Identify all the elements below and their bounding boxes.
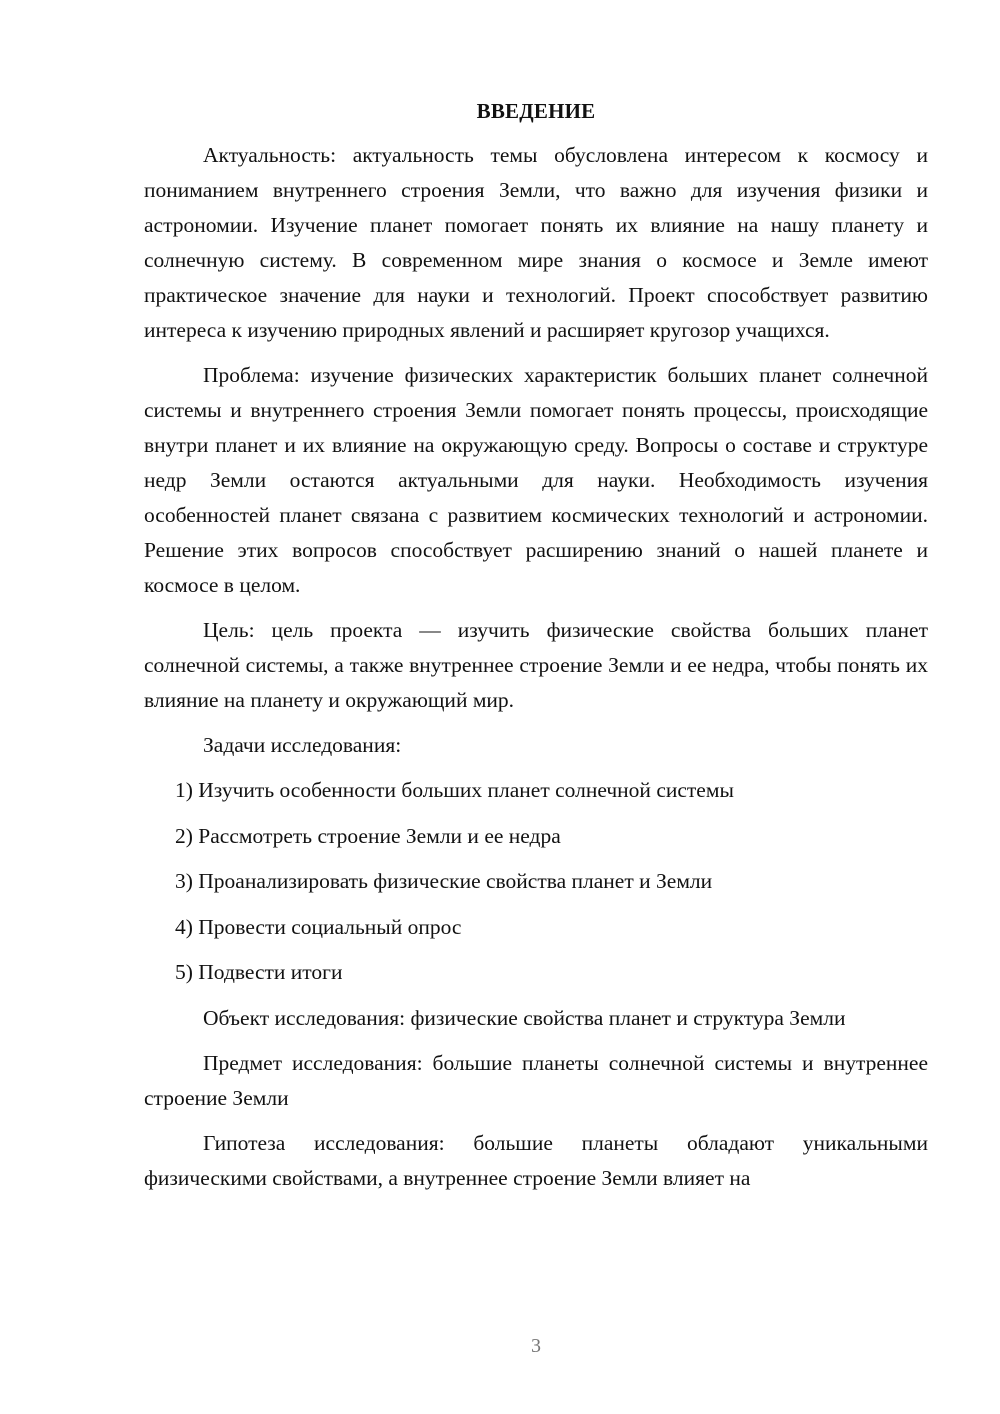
task-item: 5) Подвести итоги (175, 960, 343, 984)
task-item: 2) Рассмотреть строение Земли и ее недра (175, 823, 561, 848)
section-title: ВВЕДЕНИЕ (476, 99, 596, 123)
research-object-paragraph: Объект исследования: физические свойства планет и структура Земли (203, 1005, 846, 1030)
task-item: 1) Изучить особенности больших планет солнечной системы (175, 778, 734, 802)
tasks-heading: Задачи исследования: (203, 733, 402, 757)
problem-paragraph: Проблема: изучение физических характеристик больших планет солнечной системы и внутреннего строения Земли помогает понять процессы, происходящие внутри планет и их влияние на окружающую среду. Вопросы о составе и структуре недр Земли остаются актуальными для науки. Необходимость изучения особенностей планет связана с развитием космических технологий и астрономии. Решение этих вопросов способствует расширению знаний о нашей планете и космосе в целом. (144, 363, 928, 597)
task-item: 4) Провести социальный опрос (175, 914, 462, 939)
research-subject-paragraph: Предмет исследования: большие планеты солнечной системы и внутреннее строение Земли (144, 1050, 928, 1110)
task-item: 3) Проанализировать физические свойства планет и Земли (175, 869, 713, 893)
hypothesis-paragraph: Гипотеза исследования: большие планеты обладают уникальными физическими свойствами, а внутреннее строение Земли влияет на (144, 1130, 928, 1190)
page-number: 3 (531, 1335, 541, 1357)
goal-paragraph: Цель: цель проекта — изучить физические свойства больших планет солнечной системы, а также внутреннее строение Земли и ее недра, чтобы понять их влияние на планету и окружающий мир. (144, 618, 928, 712)
relevance-paragraph: Актуальность: актуальность темы обусловлена интересом к космосу и пониманием внутреннего строения Земли, что важно для изучения физики и астрономии. Изучение планет помогает понять их влияние на нашу планету и солнечную систему. В современном мире знания о космосе и Земле имеют практическое значение для науки и технологий. Проект способствует развитию интереса к изучению природных явлений и расширяет кругозор учащихся. (144, 143, 928, 342)
tasks-list (144, 773, 928, 990)
page-content (144, 96, 928, 1206)
